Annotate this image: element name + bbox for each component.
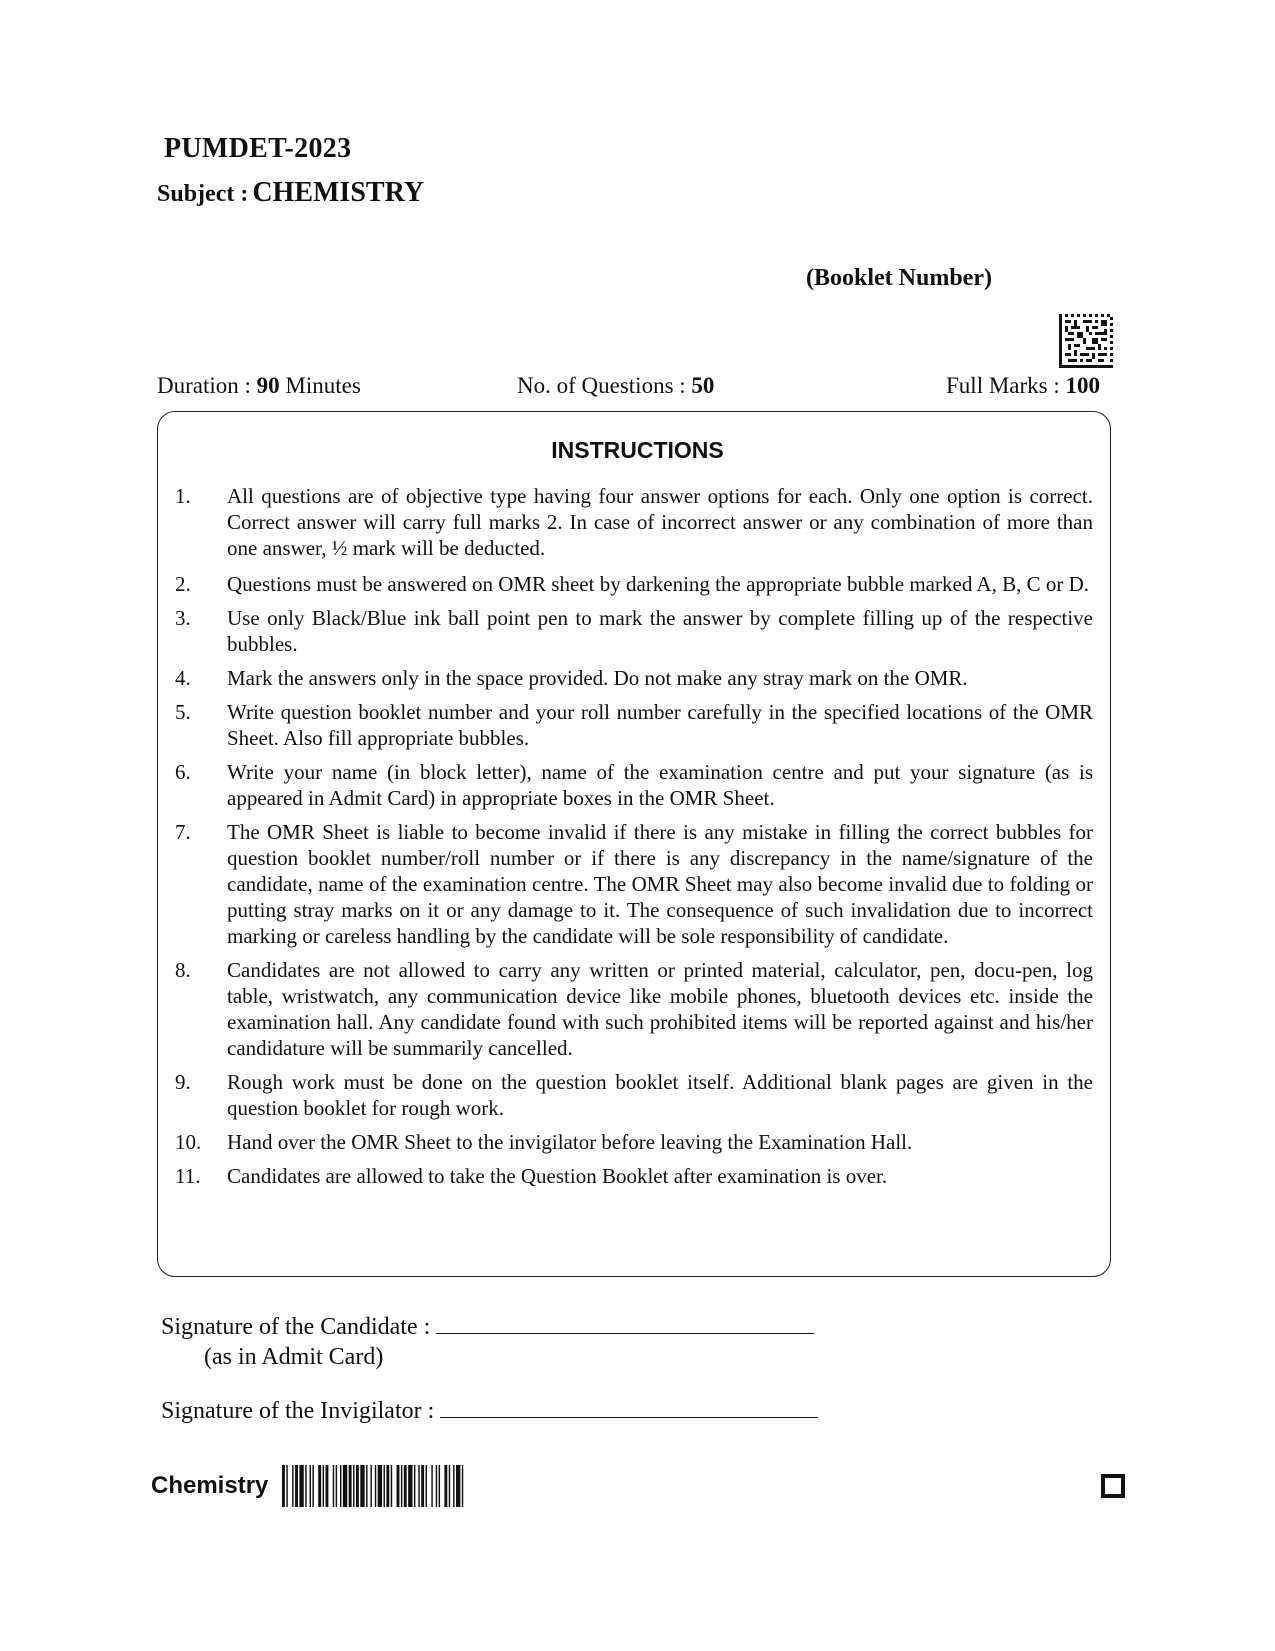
footer-subject-label: Chemistry: [151, 1472, 269, 1499]
corner-square-icon: [1101, 1474, 1125, 1498]
list-item: 4. Mark the answers only in the space provided. Do not make any stray mark on the OMR.: [175, 666, 968, 690]
list-item: 11. Candidates are allowed to take the Question Booklet after examination is over.: [175, 1164, 888, 1188]
instructions-heading: INSTRUCTIONS: [551, 437, 724, 463]
list-item: 9. Rough work must be done on the question booklet itself. Additional blank pages are given in the question booklet for rough work.: [175, 1070, 1093, 1120]
candidate-signature: [161, 1311, 814, 1341]
list-item: 2. Questions must be answered on OMR sheet by darkening the appropriate bubble marked A, B, C or D.: [175, 572, 1089, 596]
list-item: 7. The OMR Sheet is liable to become invalid if there is any mistake in filling the correct bubbles for question booklet number/roll number or if there is any discrepancy in the name/signature of the candidate, name of the examination centre. The OMR Sheet may also become invalid due to folding or putting stray marks on it or any damage to it. The consequence of such invalidation due to incorrect marking or careless handling by the candidate will be sole responsibility of candidate.: [175, 820, 1093, 948]
invigilator-signature: [161, 1395, 818, 1425]
question-count: [517, 373, 714, 399]
subject-line: [157, 177, 424, 209]
booklet-number-label: (Booklet Number): [806, 265, 992, 291]
list-item: 3. Use only Black/Blue ink ball point pen to mark the answer by complete filling up of the respective bubbles.: [175, 606, 1093, 656]
qr-code-icon: [1059, 314, 1113, 368]
list-item: 1. All questions are of objective type having four answer options for each. Only one option is correct. Correct answer will carry full marks 2. In case of incorrect answer or any combination of more than one answer, ½ mark will be deducted.: [175, 484, 1093, 560]
list-item: 6. Write your name (in block letter), name of the examination centre and put your signature (as is appeared in Admit Card) in appropriate boxes in the OMR Sheet.: [175, 760, 1093, 810]
duration-unit: Minutes: [285, 373, 361, 398]
duration-value: 90: [256, 373, 280, 398]
candidate-signature-note: (as in Admit Card): [204, 1344, 384, 1370]
instructions-list: [175, 483, 1093, 1189]
barcode-icon: [282, 1465, 612, 1507]
marks-label: Full Marks :: [946, 373, 1060, 398]
list-item: 5. Write question booklet number and your roll number carefully in the specified locations of the OMR Sheet. Also fill appropriate bubbles.: [175, 700, 1093, 750]
questions-value: 50: [691, 373, 715, 398]
list-item: 10. Hand over the OMR Sheet to the invigilator before leaving the Examination Hall.: [175, 1130, 913, 1154]
questions-label: No. of Questions :: [517, 373, 686, 398]
invigilator-signature-line: [440, 1395, 818, 1418]
marks-value: 100: [1065, 373, 1100, 398]
candidate-signature-label: Signature of the Candidate :: [161, 1314, 431, 1340]
duration: [157, 373, 361, 399]
exam-title: PUMDET-2023: [164, 133, 352, 164]
duration-label: Duration :: [157, 373, 251, 398]
full-marks: [946, 373, 1100, 399]
invigilator-signature-label: Signature of the Invigilator :: [161, 1398, 435, 1424]
candidate-signature-line: [436, 1311, 814, 1334]
subject-value: CHEMISTRY: [252, 177, 425, 208]
subject-label: Subject :: [157, 181, 249, 207]
list-item: 8. Candidates are not allowed to carry any written or printed material, calculator, pen, docu-pen, log table, wristwatch, any communication device like mobile phones, bluetooth devices etc. inside the examination hall. Any candidate found with such prohibited items will be reported against and his/her candidature will be summarily cancelled.: [175, 958, 1093, 1060]
